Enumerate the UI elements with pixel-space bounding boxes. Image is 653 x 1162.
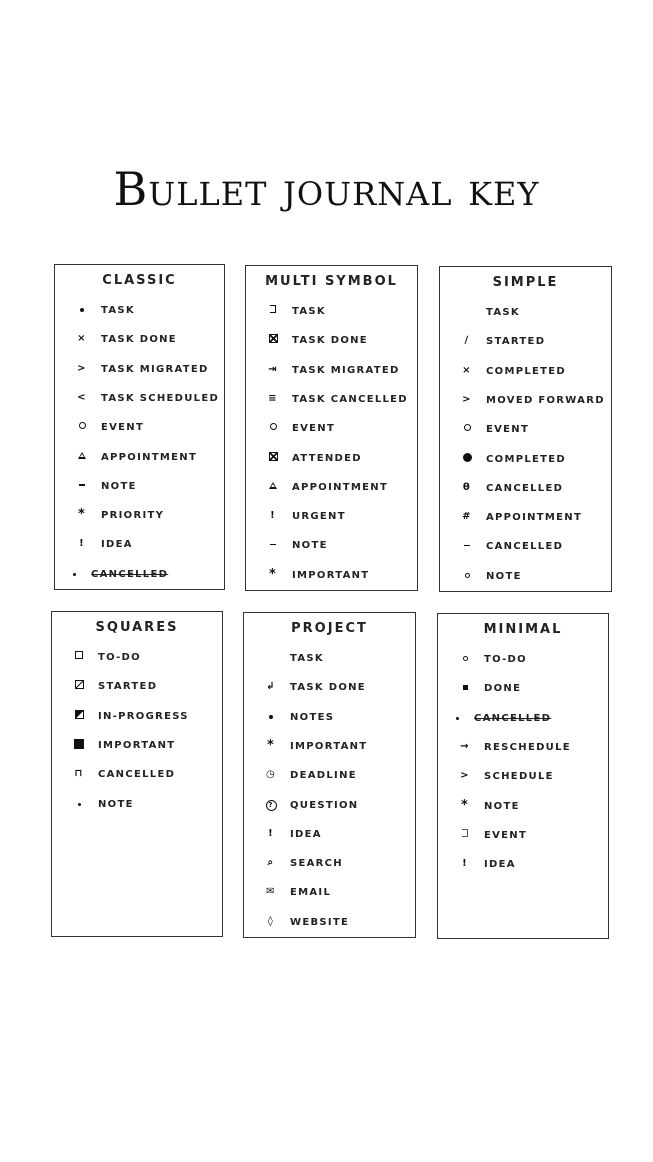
cancelled-square-icon: ⊓ bbox=[74, 768, 84, 780]
greater-than-icon: > bbox=[462, 393, 472, 405]
x-icon: × bbox=[77, 333, 87, 345]
key-label: MOVED FORWARD bbox=[486, 394, 605, 406]
key-label: TASK bbox=[101, 305, 135, 316]
key-label: IMPORTANT bbox=[290, 740, 368, 752]
key-label: APPOINTMENT bbox=[101, 451, 198, 463]
theta-icon: θ bbox=[462, 481, 472, 493]
arrow-bracket-icon: ⇥ bbox=[268, 363, 278, 375]
exclamation-icon: ! bbox=[79, 538, 85, 550]
filled-circle-icon bbox=[458, 453, 476, 466]
key-row bbox=[55, 418, 224, 438]
crossed-square-icon bbox=[264, 334, 282, 347]
key-box-project bbox=[243, 612, 416, 938]
lined-bracket-icon: ≡ bbox=[268, 392, 278, 404]
key-label: EVENT bbox=[486, 424, 530, 436]
filled-square-icon bbox=[70, 739, 88, 753]
key-label: TO-DO bbox=[98, 652, 141, 663]
greater-than-icon: > bbox=[460, 770, 470, 782]
key-row bbox=[440, 537, 611, 557]
exclamation-icon: ! bbox=[268, 827, 274, 839]
key-label: ATTENDED bbox=[292, 452, 362, 464]
key-label: CANCELLED bbox=[486, 541, 564, 553]
small-dot-icon bbox=[70, 798, 88, 810]
key-label: TASK MIGRATED bbox=[292, 364, 400, 376]
box-heading: SQUARES bbox=[95, 620, 179, 635]
key-row bbox=[246, 361, 417, 381]
key-box-classic bbox=[54, 264, 225, 590]
key-row bbox=[246, 390, 417, 410]
box-heading: CLASSIC bbox=[102, 273, 177, 288]
dash-icon bbox=[73, 480, 91, 492]
key-label: NOTE bbox=[101, 480, 137, 492]
dot-icon bbox=[73, 304, 91, 316]
key-row bbox=[438, 797, 608, 817]
key-row bbox=[438, 679, 608, 699]
box-heading: MINIMAL bbox=[483, 622, 563, 637]
key-row bbox=[244, 796, 415, 816]
key-row bbox=[244, 766, 415, 786]
key-label: IMPORTANT bbox=[98, 739, 176, 751]
key-row bbox=[55, 389, 224, 409]
key-label: TASK DONE bbox=[101, 334, 177, 346]
key-label: DONE bbox=[484, 683, 522, 695]
key-label: STARTED bbox=[98, 681, 158, 693]
slashed-square-icon bbox=[70, 680, 88, 693]
open-bracket-icon bbox=[456, 829, 474, 841]
key-row bbox=[244, 913, 415, 933]
key-row bbox=[52, 795, 222, 815]
key-label: TASK bbox=[290, 653, 324, 664]
key-box-multi-symbol bbox=[245, 265, 418, 591]
key-label: WEBSITE bbox=[290, 916, 350, 928]
key-row bbox=[52, 677, 222, 697]
small-circle-icon bbox=[456, 653, 474, 665]
key-row bbox=[55, 535, 224, 555]
key-row bbox=[55, 506, 224, 526]
envelope-icon: ✉ bbox=[266, 886, 276, 898]
key-box-simple bbox=[439, 266, 612, 592]
key-row bbox=[440, 567, 611, 587]
key-label: IN-PROGRESS bbox=[98, 710, 189, 722]
key-label: CANCELLED bbox=[486, 482, 564, 494]
slash-icon: ∕ bbox=[464, 335, 470, 347]
key-row bbox=[246, 566, 417, 586]
dash-icon bbox=[264, 539, 282, 551]
bracket-icon bbox=[264, 305, 282, 317]
page-title: Bullet journal key bbox=[113, 162, 540, 216]
strikethrough-icon bbox=[448, 712, 466, 724]
key-label: URGENT bbox=[292, 511, 346, 523]
key-row bbox=[55, 360, 224, 380]
key-row bbox=[438, 826, 608, 846]
key-row bbox=[440, 332, 611, 352]
less-than-icon: < bbox=[77, 391, 87, 403]
asterisk-icon: * bbox=[268, 566, 278, 582]
key-label: NOTE bbox=[484, 800, 520, 812]
key-label: NOTES bbox=[290, 711, 335, 723]
key-label: TASK DONE bbox=[292, 335, 368, 347]
key-row bbox=[244, 737, 415, 757]
key-row bbox=[55, 477, 224, 497]
clock-icon: ◷ bbox=[265, 769, 277, 781]
empty-square-icon bbox=[70, 651, 88, 663]
key-row bbox=[244, 708, 415, 728]
key-label: TASK SCHEDULED bbox=[101, 392, 220, 404]
triangle-icon bbox=[264, 481, 282, 493]
key-row bbox=[55, 301, 224, 321]
key-label: TASK bbox=[486, 307, 520, 318]
half-square-icon bbox=[70, 710, 88, 723]
exclamation-icon: ! bbox=[270, 510, 276, 522]
key-row bbox=[246, 536, 417, 556]
key-row bbox=[440, 420, 611, 440]
key-label: IMPORTANT bbox=[292, 569, 370, 581]
key-row bbox=[246, 302, 417, 322]
question-icon: ? bbox=[262, 799, 280, 811]
key-label: EMAIL bbox=[290, 887, 332, 899]
key-label: NOTE bbox=[292, 540, 328, 552]
key-row bbox=[440, 362, 611, 382]
key-label: IDEA bbox=[101, 539, 133, 551]
key-label: SCHEDULE bbox=[484, 771, 554, 783]
magnifier-icon: ⌕ bbox=[267, 857, 275, 869]
key-label: EVENT bbox=[101, 422, 145, 434]
key-label: DEADLINE bbox=[290, 770, 357, 782]
asterisk-icon: * bbox=[266, 737, 276, 753]
key-row bbox=[246, 478, 417, 498]
key-label: EVENT bbox=[292, 423, 336, 435]
key-row bbox=[440, 479, 611, 499]
key-row bbox=[52, 648, 222, 668]
key-row bbox=[438, 738, 608, 758]
key-label: IDEA bbox=[290, 828, 322, 840]
key-label: TASK CANCELLED bbox=[292, 393, 408, 405]
asterisk-icon: * bbox=[77, 507, 87, 523]
dot-icon bbox=[262, 711, 280, 723]
key-label: EVENT bbox=[484, 829, 528, 841]
small-circle-icon bbox=[458, 570, 476, 582]
key-label: PRIORITY bbox=[101, 510, 165, 522]
key-label: TASK bbox=[292, 306, 326, 317]
key-row bbox=[55, 330, 224, 350]
key-label: COMPLETED bbox=[486, 365, 566, 377]
asterisk-icon: * bbox=[460, 797, 470, 813]
key-row bbox=[52, 736, 222, 756]
key-row bbox=[246, 449, 417, 469]
key-row bbox=[438, 855, 608, 875]
key-row bbox=[244, 825, 415, 845]
key-label: TASK DONE bbox=[290, 682, 366, 694]
key-label: IDEA bbox=[484, 859, 516, 871]
key-label: COMPLETED bbox=[486, 453, 566, 465]
greater-than-icon: > bbox=[77, 362, 87, 374]
x-icon: × bbox=[462, 364, 472, 376]
key-label: TO-DO bbox=[484, 654, 527, 665]
key-box-squares bbox=[51, 611, 223, 937]
key-row bbox=[244, 854, 415, 874]
key-label: CANCELLED bbox=[91, 568, 169, 580]
key-row bbox=[55, 448, 224, 468]
key-row bbox=[52, 765, 222, 785]
key-row bbox=[440, 303, 611, 323]
key-box-minimal bbox=[437, 613, 609, 939]
key-label: CANCELLED bbox=[98, 769, 176, 781]
key-label: STARTED bbox=[486, 336, 546, 348]
dash-icon bbox=[458, 540, 476, 552]
key-row bbox=[438, 767, 608, 787]
key-row bbox=[244, 678, 415, 698]
key-label: APPOINTMENT bbox=[292, 481, 389, 493]
diamond-icon: ◊ bbox=[267, 915, 275, 927]
key-label: SEARCH bbox=[290, 858, 343, 870]
key-row bbox=[246, 331, 417, 351]
key-label: RESCHEDULE bbox=[484, 741, 571, 753]
box-heading: MULTI SYMBOL bbox=[265, 274, 398, 289]
key-row bbox=[246, 507, 417, 527]
circle-icon bbox=[458, 423, 476, 435]
hash-icon: # bbox=[462, 511, 472, 523]
key-row bbox=[438, 709, 608, 729]
key-row bbox=[440, 508, 611, 528]
strikethrough-icon bbox=[65, 568, 83, 580]
key-row bbox=[244, 883, 415, 903]
circle-icon bbox=[73, 421, 91, 433]
key-row bbox=[52, 707, 222, 727]
arrow-icon: → bbox=[460, 740, 470, 752]
exclamation-icon: ! bbox=[462, 858, 468, 870]
key-row bbox=[55, 565, 224, 585]
small-square-icon bbox=[456, 682, 474, 694]
circle-icon bbox=[264, 422, 282, 434]
key-row bbox=[440, 391, 611, 411]
key-row bbox=[246, 419, 417, 439]
key-label: NOTE bbox=[98, 798, 134, 810]
key-label: TASK MIGRATED bbox=[101, 363, 209, 375]
box-heading: SIMPLE bbox=[492, 275, 559, 290]
crossed-square-icon bbox=[264, 452, 282, 465]
triangle-icon bbox=[73, 451, 91, 463]
key-label: CANCELLED bbox=[474, 712, 552, 724]
arrow-square-icon: ↲ bbox=[266, 681, 276, 693]
key-label: NOTE bbox=[486, 570, 522, 582]
key-row bbox=[244, 649, 415, 669]
key-label: QUESTION bbox=[290, 799, 359, 811]
key-row bbox=[438, 650, 608, 670]
key-row bbox=[440, 450, 611, 470]
key-label: APPOINTMENT bbox=[486, 512, 583, 524]
box-heading: PROJECT bbox=[291, 621, 368, 636]
